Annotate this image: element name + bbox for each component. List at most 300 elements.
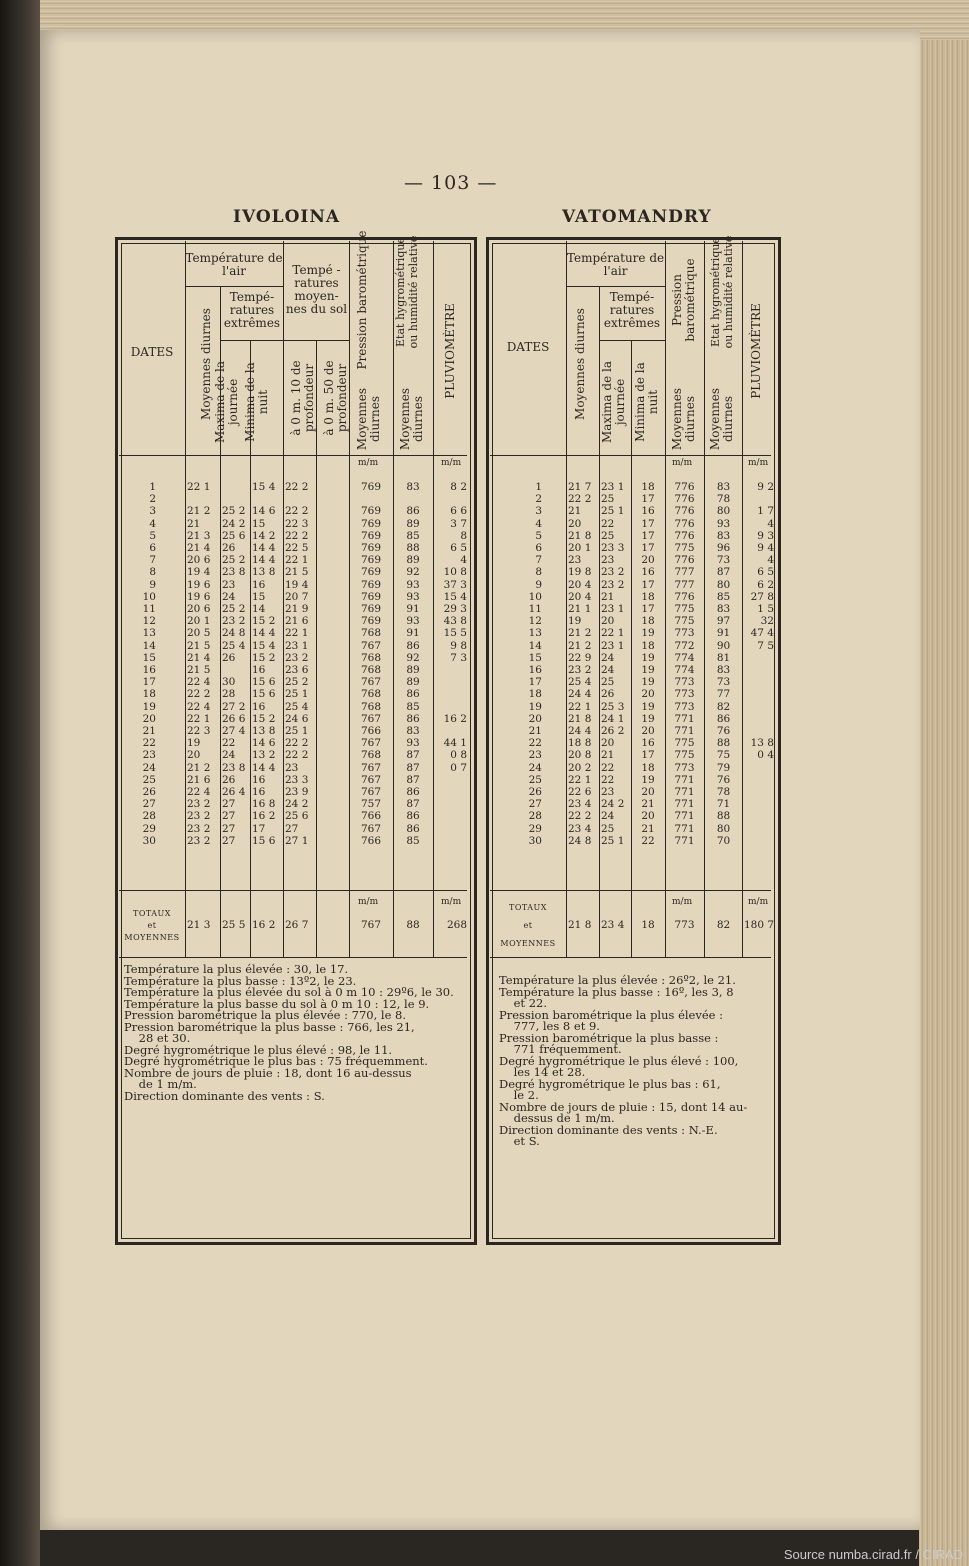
table-cell: 9 3 bbox=[757, 529, 774, 542]
table-cell: 15 bbox=[142, 651, 156, 664]
note-line: Pression barométrique la plus basse : bbox=[499, 1030, 719, 1045]
note-line: Température la plus élevée : 26º2, le 21. bbox=[499, 973, 736, 987]
table-cell: 93 bbox=[406, 590, 420, 603]
table-cell: 8 2 bbox=[450, 481, 467, 493]
table-cell: 8 bbox=[535, 566, 542, 579]
table-cell: 27 bbox=[222, 834, 236, 847]
header-temp-extremes: Tempé- ratures extrêmes bbox=[223, 290, 281, 330]
table-cell: 23 8 bbox=[222, 566, 246, 579]
table-cell: 14 4 bbox=[252, 627, 276, 640]
table-cell: 8 bbox=[460, 529, 467, 542]
table-cell: 771 bbox=[674, 798, 695, 811]
table-cell: 27 1 bbox=[285, 834, 309, 847]
table-cell: 24 bbox=[601, 810, 615, 823]
table-cell: 25 4 bbox=[285, 700, 309, 713]
table-cell: 14 4 bbox=[252, 542, 276, 554]
table-cell: 774 bbox=[674, 664, 695, 676]
table-cell: 773 bbox=[674, 688, 695, 701]
hline bbox=[283, 340, 349, 341]
totals-cell: 180 7 bbox=[744, 919, 775, 931]
table-cell: 768 bbox=[360, 700, 382, 713]
table-cell: 7 bbox=[535, 554, 542, 567]
table-cell: 25 6 bbox=[285, 810, 309, 823]
table-cell: 769 bbox=[360, 505, 382, 518]
table-cell: 21 9 bbox=[285, 603, 309, 615]
table-cell: 17 bbox=[252, 822, 266, 835]
table-cell: 17 bbox=[641, 493, 655, 506]
note-line: et 22. bbox=[499, 996, 547, 1010]
station-title-vatomandry: VATOMANDRY bbox=[562, 207, 712, 227]
table-cell: 23 bbox=[285, 761, 299, 774]
table-cell: 11 bbox=[142, 603, 156, 615]
unit-mm: m/m bbox=[358, 897, 379, 907]
unit-mm: m/m bbox=[441, 458, 462, 468]
table-cell: 29 3 bbox=[443, 603, 467, 615]
table-cell: 23 bbox=[222, 578, 236, 591]
table-cell: 25 3 bbox=[601, 700, 625, 713]
table-cell: 26 bbox=[222, 651, 236, 664]
table-cell: 25 1 bbox=[601, 505, 625, 518]
note-line: dessus de 1 m/m. bbox=[499, 1111, 615, 1125]
note-line: Degré hygrométrique le plus bas : 75 fréquemment. bbox=[124, 1054, 428, 1068]
table-cell: 44 1 bbox=[443, 737, 467, 750]
table-cell: 83 bbox=[716, 664, 731, 676]
table-cell: 25 4 bbox=[222, 639, 246, 652]
table-cell: 83 bbox=[716, 529, 731, 542]
table-cell: 20 bbox=[641, 688, 655, 701]
table-cell: 20 1 bbox=[187, 615, 211, 628]
table-cell: 767 bbox=[360, 786, 382, 798]
table-cell: 86 bbox=[406, 712, 420, 725]
table-cell: 6 5 bbox=[450, 542, 467, 554]
table-cell: 23 bbox=[568, 554, 582, 567]
table-cell: 0 7 bbox=[450, 761, 467, 774]
table-cell: 37 3 bbox=[443, 578, 467, 591]
header-pression: Pression barométrique bbox=[670, 258, 697, 342]
table-cell: 80 bbox=[716, 578, 731, 591]
table-cell: 20 7 bbox=[285, 590, 309, 603]
table-cell: 93 bbox=[406, 578, 420, 591]
table-cell: 769 bbox=[360, 590, 382, 603]
table-cell: 2 bbox=[535, 493, 542, 506]
totals-label-ivoloina bbox=[119, 908, 185, 944]
note-line: Direction dominante des vents : N.-E. bbox=[499, 1122, 718, 1137]
table-cell: 8 bbox=[149, 566, 156, 579]
table-cell: 16 2 bbox=[252, 810, 276, 823]
table-cell: 25 1 bbox=[285, 725, 309, 737]
vline bbox=[433, 241, 434, 957]
table-cell: 19 bbox=[641, 651, 655, 664]
table-cell: 15 6 bbox=[252, 688, 276, 701]
table-cell: 88 bbox=[716, 810, 731, 823]
table-cell: 27 bbox=[285, 822, 299, 835]
table-cell: 1 5 bbox=[757, 603, 774, 615]
table-cell: 23 6 bbox=[285, 664, 309, 676]
header-temp-air: Température de l'air bbox=[185, 251, 283, 278]
table-cell: 15 bbox=[252, 590, 266, 603]
table-cell: 18 bbox=[641, 481, 655, 493]
table-cell: 23 9 bbox=[285, 786, 309, 798]
note-line: Pression barométrique la plus élevée : 770, le 8. bbox=[124, 1008, 407, 1022]
table-cell: 80 bbox=[716, 505, 731, 518]
table-cell: 76 bbox=[716, 773, 731, 786]
table-cell: 88 bbox=[716, 737, 731, 750]
table-cell: 20 5 bbox=[187, 627, 211, 640]
table-cell: 24 8 bbox=[568, 834, 592, 847]
table-cell: 16 bbox=[252, 664, 266, 676]
note-line: Degré hygrométrique le plus élevé : 98, le 11. bbox=[124, 1042, 393, 1057]
table-cell: 19 bbox=[641, 700, 655, 713]
table-cell: 20 bbox=[601, 615, 615, 628]
table-cell: 10 bbox=[528, 590, 542, 603]
hline bbox=[119, 957, 467, 958]
table-cell: 15 bbox=[252, 517, 266, 530]
table-cell: 24 bbox=[601, 651, 615, 664]
header-maxima: Maxima de la journée bbox=[600, 361, 627, 443]
hline bbox=[566, 286, 665, 287]
table-cell: 768 bbox=[360, 627, 382, 640]
hline bbox=[119, 890, 467, 891]
totals-cell: 16 2 bbox=[252, 919, 276, 931]
table-cell: 776 bbox=[674, 554, 695, 567]
table-cell: 21 2 bbox=[187, 761, 211, 774]
table-cell: 24 6 bbox=[285, 712, 309, 725]
table-cell: 767 bbox=[360, 822, 382, 835]
table-cell: 6 bbox=[535, 542, 542, 554]
hline bbox=[490, 957, 771, 958]
table-cell: 25 2 bbox=[285, 676, 309, 689]
table-cell: 16 bbox=[252, 786, 266, 798]
table-cell: 4 bbox=[767, 517, 774, 530]
table-cell: 22 2 bbox=[285, 481, 309, 493]
table-cell: 771 bbox=[674, 773, 695, 786]
table-cell: 6 bbox=[149, 542, 156, 554]
table-cell: 17 bbox=[528, 676, 542, 689]
table-cell: 23 3 bbox=[285, 773, 309, 786]
table-cell: 23 8 bbox=[222, 761, 246, 774]
table-cell: 91 bbox=[406, 627, 420, 640]
table-cell: 4 bbox=[149, 517, 156, 530]
table-cell: 87 bbox=[716, 566, 731, 579]
table-cell: 767 bbox=[360, 737, 382, 750]
table-cell: 21 5 bbox=[187, 664, 211, 676]
table-cell: 775 bbox=[674, 615, 695, 628]
table-cell: 82 bbox=[716, 700, 731, 713]
table-cell: 27 bbox=[528, 798, 542, 811]
table-cell: 4 bbox=[535, 517, 542, 530]
table-cell: 12 bbox=[528, 615, 542, 628]
table-cell: 19 6 bbox=[187, 590, 211, 603]
totals-label-line: et bbox=[523, 921, 533, 930]
table-cell: 22 1 bbox=[285, 627, 309, 640]
table-cell: 20 bbox=[601, 737, 615, 750]
table-cell: 20 4 bbox=[568, 578, 592, 591]
table-cell: 776 bbox=[674, 493, 695, 506]
table-cell: 17 bbox=[641, 529, 655, 542]
table-cell: 23 bbox=[601, 786, 615, 798]
table-cell: 14 bbox=[528, 639, 542, 652]
table-cell: 21 bbox=[601, 749, 615, 762]
totals-cell: 23 4 bbox=[601, 919, 625, 931]
table-cell: 21 4 bbox=[187, 651, 211, 664]
table-cell: 85 bbox=[406, 700, 420, 713]
unit-mm: m/m bbox=[748, 458, 769, 468]
table-cell: 90 bbox=[716, 639, 731, 652]
table-cell: 0 8 bbox=[450, 749, 467, 762]
vline bbox=[704, 241, 705, 957]
vline bbox=[185, 241, 186, 957]
totals-cell: 88 bbox=[406, 919, 420, 931]
note-line: 771 fréquemment. bbox=[499, 1042, 622, 1056]
table-cell: 22 bbox=[641, 834, 655, 847]
table-cell: 18 bbox=[528, 688, 542, 701]
table-cell: 24 bbox=[601, 664, 615, 676]
table-cell: 769 bbox=[360, 529, 382, 542]
table-cell: 86 bbox=[406, 505, 420, 518]
table-cell: 21 3 bbox=[187, 529, 211, 542]
table-cell: 766 bbox=[360, 725, 382, 737]
table-cell: 775 bbox=[674, 542, 695, 554]
note-line: Température la plus basse : 13º2, le 23. bbox=[124, 973, 357, 988]
table-cell: 23 bbox=[528, 749, 542, 762]
table-cell: 773 bbox=[674, 761, 695, 774]
header-hygro: Etat hygrométrique ou humidité relative bbox=[709, 235, 735, 349]
table-cell: 83 bbox=[716, 481, 731, 493]
table-cell: 22 3 bbox=[187, 725, 211, 737]
table-cell: 23 2 bbox=[601, 578, 625, 591]
table-cell: 22 1 bbox=[568, 700, 592, 713]
table-cell: 18 8 bbox=[568, 737, 592, 750]
table-cell: 777 bbox=[674, 578, 695, 591]
table-cell: 767 bbox=[360, 761, 382, 774]
table-cell: 23 bbox=[142, 749, 156, 762]
table-cell: 21 bbox=[601, 590, 615, 603]
table-cell: 22 2 bbox=[285, 505, 309, 518]
table-cell: 775 bbox=[674, 749, 695, 762]
header-sol-10: à 0 m. 10 de profondeur bbox=[289, 360, 316, 436]
header-maxima: Maxima de la journée bbox=[213, 361, 240, 443]
table-cell: 25 bbox=[601, 676, 615, 689]
table-cell: 23 bbox=[601, 554, 615, 567]
table-cell: 21 bbox=[641, 798, 655, 811]
table-cell: 16 bbox=[641, 566, 655, 579]
table-cell: 18 bbox=[641, 639, 655, 652]
table-cell: 22 1 bbox=[187, 481, 211, 493]
table-cell: 772 bbox=[674, 639, 695, 652]
table-cell: 15 2 bbox=[252, 651, 276, 664]
table-cell: 13 8 bbox=[252, 725, 276, 737]
table-cell: 19 bbox=[641, 627, 655, 640]
table-cell: 25 4 bbox=[568, 676, 592, 689]
table-cell: 23 2 bbox=[568, 664, 592, 676]
table-cell: 17 bbox=[641, 603, 655, 615]
table-cell: 14 4 bbox=[252, 761, 276, 774]
table-cell: 775 bbox=[674, 737, 695, 750]
table-cell: 20 bbox=[641, 554, 655, 567]
table-cell: 14 bbox=[252, 603, 266, 615]
table-cell: 20 2 bbox=[568, 761, 592, 774]
table-cell: 15 2 bbox=[252, 712, 276, 725]
note-line: de 1 m/m. bbox=[124, 1077, 197, 1091]
table-cell: 19 bbox=[641, 664, 655, 676]
note-line: et S. bbox=[499, 1134, 540, 1148]
table-cell: 15 4 bbox=[252, 639, 276, 652]
table-cell: 10 8 bbox=[443, 566, 467, 579]
table-cell: 9 bbox=[535, 578, 542, 591]
table-cell: 21 7 bbox=[568, 481, 592, 493]
note-line: 28 et 30. bbox=[124, 1031, 191, 1045]
table-cell: 20 4 bbox=[568, 590, 592, 603]
table-cell: 21 5 bbox=[187, 639, 211, 652]
table-cell: 21 5 bbox=[285, 566, 309, 579]
table-cell: 25 2 bbox=[222, 603, 246, 615]
table-cell: 89 bbox=[406, 517, 420, 530]
table-cell: 20 bbox=[187, 749, 201, 762]
totals-label-vatomandry bbox=[490, 902, 566, 950]
page-edges bbox=[919, 0, 969, 1566]
table-cell: 19 6 bbox=[187, 578, 211, 591]
hline bbox=[490, 890, 771, 891]
table-cell: 22 1 bbox=[187, 712, 211, 725]
table-cell: 769 bbox=[360, 566, 382, 579]
table-cell: 21 bbox=[187, 517, 201, 530]
table-cell: 89 bbox=[406, 554, 420, 567]
unit-mm: m/m bbox=[358, 458, 379, 468]
table-cell: 89 bbox=[406, 676, 420, 689]
table-cell: 766 bbox=[360, 834, 382, 847]
table-cell: 22 bbox=[142, 737, 156, 750]
totals-label-line: MOYENNES bbox=[500, 939, 556, 948]
table-cell: 76 bbox=[716, 725, 731, 737]
table-cell: 26 bbox=[142, 786, 156, 798]
table-cell: 15 6 bbox=[252, 834, 276, 847]
table-cell: 73 bbox=[716, 554, 731, 567]
table-cell: 21 2 bbox=[187, 505, 211, 518]
header-pluviometre: PLUVIOMÈTRE bbox=[749, 303, 763, 399]
table-cell: 19 bbox=[528, 700, 542, 713]
table-cell: 86 bbox=[406, 688, 420, 701]
table-cell: 70 bbox=[716, 834, 731, 847]
table-cell: 24 2 bbox=[601, 798, 625, 811]
table-cell: 14 4 bbox=[252, 554, 276, 567]
table-cell: 26 bbox=[601, 688, 615, 701]
table-cell: 15 2 bbox=[252, 615, 276, 628]
header-hygro-moy: Moyennes diurnes bbox=[708, 387, 735, 451]
table-cell: 7 bbox=[149, 554, 156, 567]
table-cell: 80 bbox=[716, 822, 731, 835]
table-cell: 767 bbox=[360, 712, 382, 725]
table-cell: 19 8 bbox=[568, 566, 592, 579]
table-cell: 16 bbox=[528, 664, 542, 676]
table-cell: 78 bbox=[716, 493, 731, 506]
note-line: Direction dominante des vents : S. bbox=[124, 1088, 325, 1103]
table-cell: 86 bbox=[406, 810, 420, 823]
table-cell: 771 bbox=[674, 725, 695, 737]
table-cell: 87 bbox=[406, 749, 420, 762]
table-cell: 20 6 bbox=[187, 603, 211, 615]
table-cell: 19 4 bbox=[285, 578, 309, 591]
table-cell: 20 6 bbox=[187, 554, 211, 567]
table-cell: 75 bbox=[716, 749, 731, 762]
unit-mm: m/m bbox=[672, 458, 693, 468]
table-cell: 19 bbox=[641, 773, 655, 786]
table-cell: 13 8 bbox=[750, 737, 774, 750]
table-cell: 21 2 bbox=[568, 639, 592, 652]
table-cell: 23 3 bbox=[601, 542, 625, 554]
table-cell: 23 1 bbox=[285, 639, 309, 652]
table-cell: 87 bbox=[406, 761, 420, 774]
table-cell: 25 1 bbox=[285, 688, 309, 701]
table-cell: 771 bbox=[674, 810, 695, 823]
table-cell: 20 bbox=[528, 712, 542, 725]
note-line: Température la plus basse : 16º, les 3, 8 bbox=[499, 984, 734, 999]
table-cell: 32 bbox=[760, 615, 774, 628]
table-cell: 1 bbox=[149, 481, 156, 493]
table-cell: 774 bbox=[674, 651, 695, 664]
vline bbox=[566, 241, 567, 957]
note-line: le 2. bbox=[499, 1088, 539, 1102]
hline bbox=[220, 340, 283, 341]
table-cell: 92 bbox=[406, 651, 420, 664]
table-cell: 22 2 bbox=[568, 493, 592, 506]
table-cell: 20 bbox=[641, 786, 655, 798]
table-cell: 20 bbox=[568, 517, 582, 530]
table-cell: 20 bbox=[641, 810, 655, 823]
table-cell: 21 6 bbox=[187, 773, 211, 786]
table-cell: 26 4 bbox=[222, 786, 246, 798]
table-cell: 15 4 bbox=[443, 590, 467, 603]
table-cell: 16 2 bbox=[443, 712, 467, 725]
table-cell: 24 4 bbox=[568, 688, 592, 701]
hline bbox=[490, 455, 771, 456]
table-cell: 1 7 bbox=[757, 505, 774, 518]
table-cell: 85 bbox=[406, 834, 420, 847]
table-cell: 25 bbox=[601, 493, 615, 506]
table-cell: 22 bbox=[528, 737, 542, 750]
table-cell: 20 8 bbox=[568, 749, 592, 762]
vline bbox=[742, 241, 743, 957]
table-cell: 92 bbox=[406, 566, 420, 579]
table-cell: 24 bbox=[528, 761, 542, 774]
table-cell: 91 bbox=[716, 627, 731, 640]
table-cell: 23 2 bbox=[187, 810, 211, 823]
table-cell: 25 1 bbox=[601, 834, 625, 847]
table-cell: 87 bbox=[406, 773, 420, 786]
table-cell: 17 bbox=[641, 578, 655, 591]
table-cell: 21 bbox=[641, 822, 655, 835]
table-cell: 93 bbox=[406, 615, 420, 628]
table-cell: 23 1 bbox=[601, 603, 625, 615]
table-cell: 22 bbox=[222, 737, 236, 750]
header-hygro: Etat hygrométrique ou humidité relative bbox=[394, 235, 420, 349]
table-cell: 23 2 bbox=[187, 798, 211, 811]
table-cell: 21 bbox=[142, 725, 156, 737]
table-cell: 23 4 bbox=[568, 798, 592, 811]
table-cell: 86 bbox=[406, 786, 420, 798]
table-cell: 25 2 bbox=[222, 505, 246, 518]
table-cell: 23 2 bbox=[222, 615, 246, 628]
vline bbox=[349, 241, 350, 957]
totals-label-line: TOTAUX bbox=[508, 903, 547, 912]
table-cell: 769 bbox=[360, 554, 382, 567]
table-cell: 771 bbox=[674, 822, 695, 835]
table-cell: 9 bbox=[149, 578, 156, 591]
table-cell: 22 3 bbox=[285, 517, 309, 530]
header-moyennes-diurnes: Moyennes diurnes bbox=[199, 308, 213, 420]
table-cell: 769 bbox=[360, 615, 382, 628]
table-cell: 768 bbox=[360, 688, 382, 701]
table-cell: 24 4 bbox=[568, 725, 592, 737]
